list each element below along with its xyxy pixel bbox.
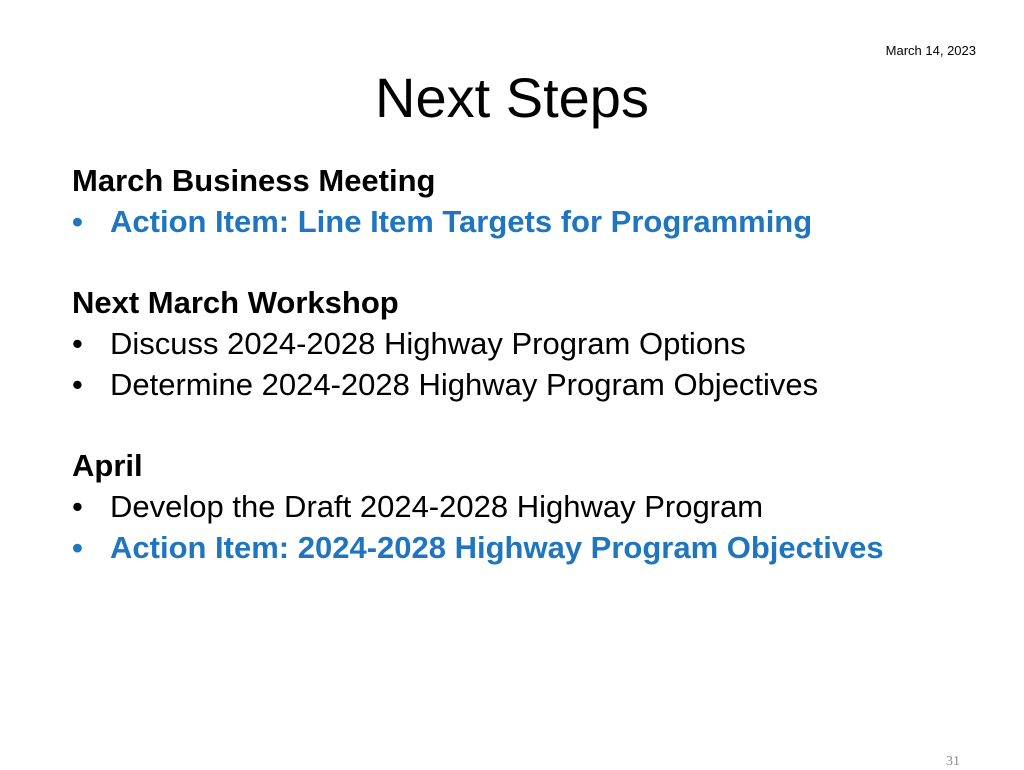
list-item — [72, 486, 1002, 527]
slide-date: March 14, 2023 — [885, 43, 976, 58]
bullet-icon: • — [72, 530, 83, 565]
list-item-text: Action Item: Line Item Targets for Programming — [110, 204, 813, 239]
list-item — [72, 527, 1002, 568]
list-item — [72, 364, 1002, 405]
slide-title: Next Steps — [375, 66, 649, 129]
section-heading: March Business Meeting — [72, 163, 436, 198]
list-item — [72, 323, 1002, 364]
list-item — [72, 201, 1002, 242]
page-number: 31 — [946, 754, 960, 769]
section-march-business-meeting — [72, 160, 1002, 242]
list-item-text: Determine 2024-2028 Highway Program Objectives — [110, 367, 819, 402]
slide-content — [72, 160, 1002, 608]
bullet-icon: • — [72, 326, 83, 361]
section-heading: Next March Workshop — [72, 285, 399, 320]
list-item-text: Action Item: 2024-2028 Highway Program Objectives — [110, 530, 884, 565]
list-item-text: Discuss 2024-2028 Highway Program Options — [110, 326, 746, 361]
bullet-icon: • — [72, 204, 83, 239]
section-heading: April — [72, 448, 143, 483]
bullet-icon: • — [72, 367, 83, 402]
bullet-icon: • — [72, 489, 83, 524]
section-next-march-workshop — [72, 282, 1002, 405]
section-april — [72, 445, 1002, 568]
list-item-text: Develop the Draft 2024-2028 Highway Program — [110, 489, 764, 524]
